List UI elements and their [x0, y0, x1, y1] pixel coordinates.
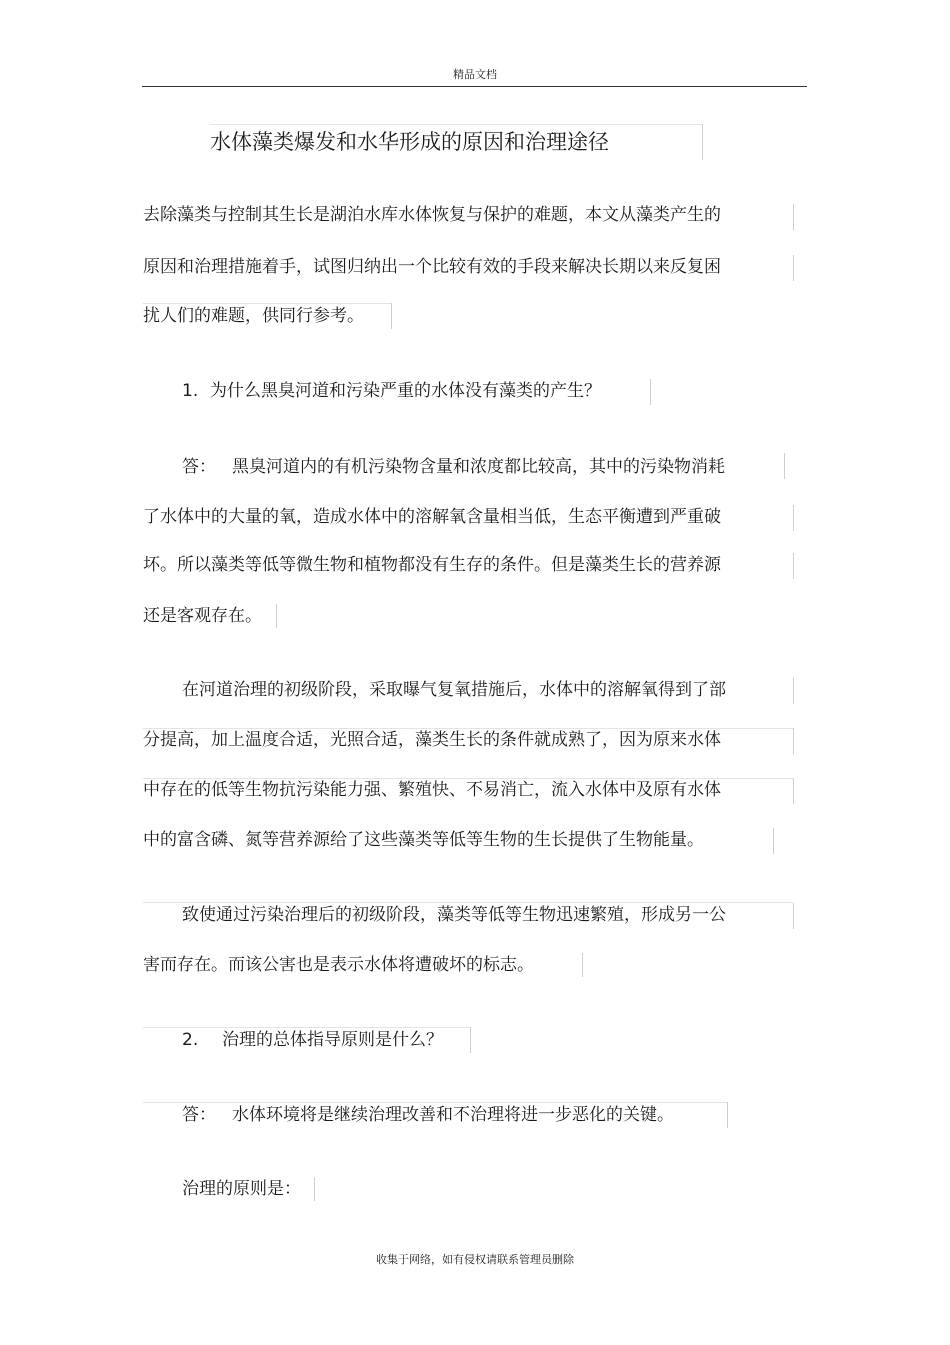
paragraph-2-line: 中的富含磷、氮等营养源给了这些藻类等低等生物的生长提供了生物能量。 [143, 830, 704, 850]
page-footer: 收集于网络，如有侵权请联系管理员删除 [376, 1253, 574, 1266]
paragraph-2-line: 在河道治理的初级阶段，采取曝气复氧措施后，水体中的溶解氧得到了部 [182, 680, 726, 700]
answer-1-line: 还是客观存在。 [143, 606, 262, 626]
line-frame-mark [793, 678, 794, 704]
paragraph-2-line: 中存在的低等生物抗污染能力强、繁殖快、不易消亡，流入水体中及原有水体 [143, 780, 721, 800]
line-frame-mark [582, 953, 583, 977]
question-2-text: 治理的总体指导原则是什么？ [222, 1030, 443, 1050]
line-frame-mark [793, 553, 794, 579]
title-frame-top [210, 124, 702, 125]
answer-2-label: 答： [182, 1105, 216, 1125]
paragraph-2-line: 分提高，加上温度合适，光照合适，藻类生长的条件就成熟了，因为原来水体 [143, 730, 721, 750]
answer-1-line: 黑臭河道内的有机污染物含量和浓度都比较高，其中的污染物消耗 [232, 457, 725, 477]
line-frame-mark [727, 1102, 728, 1128]
intro-line: 扰人们的难题，供同行参考。 [143, 306, 364, 326]
title-frame-right [702, 124, 703, 160]
header-divider [142, 86, 807, 87]
document-title: 水体藻类爆发和水华形成的原因和治理途径 [210, 130, 609, 154]
line-frame-mark [391, 303, 392, 329]
paragraph-3-line: 致使通过污染治理后的初级阶段，藻类等低等生物迅速繁殖，形成另一公 [182, 905, 726, 925]
line-frame-top [143, 303, 391, 304]
principle-heading: 治理的原则是： [182, 1179, 301, 1199]
answer-1-label: 答： [182, 457, 216, 477]
intro-line: 去除藻类与控制其生长是湖泊水库水体恢复与保护的难题，本文从藻类产生的 [143, 205, 721, 225]
answer-1-line: 了水体中的大量的氧，造成水体中的溶解氧含量相当低，生态平衡遭到严重破 [143, 507, 721, 527]
question-2-number: 2. [182, 1030, 199, 1050]
line-frame-mark [793, 255, 794, 281]
line-frame-mark [793, 728, 794, 754]
line-frame-mark [276, 604, 277, 628]
line-frame-mark [793, 903, 794, 929]
question-1-number: 1. [182, 381, 199, 401]
line-frame-mark [793, 778, 794, 804]
line-frame-mark [784, 453, 785, 479]
paragraph-3-line: 害而存在。而该公害也是表示水体将遭破坏的标志。 [143, 955, 534, 975]
line-frame-mark [793, 505, 794, 531]
line-frame-mark [650, 379, 651, 405]
intro-line: 原因和治理措施着手，试图归纳出一个比较有效的手段来解决长期以来反复困 [143, 257, 721, 277]
answer-2-text: 水体环境将是继续治理改善和不治理将进一步恶化的关键。 [232, 1105, 674, 1125]
line-frame-mark [314, 1177, 315, 1201]
page-header: 精品文档 [453, 68, 497, 81]
line-frame-mark [793, 204, 794, 230]
answer-1-line: 坏。所以藻类等低等微生物和植物都没有生存的条件。但是藻类生长的营养源 [143, 555, 721, 575]
question-1-text: 为什么黑臭河道和污染严重的水体没有藻类的产生？ [210, 381, 601, 401]
line-frame-mark [773, 828, 774, 854]
line-frame-mark [470, 1027, 471, 1053]
